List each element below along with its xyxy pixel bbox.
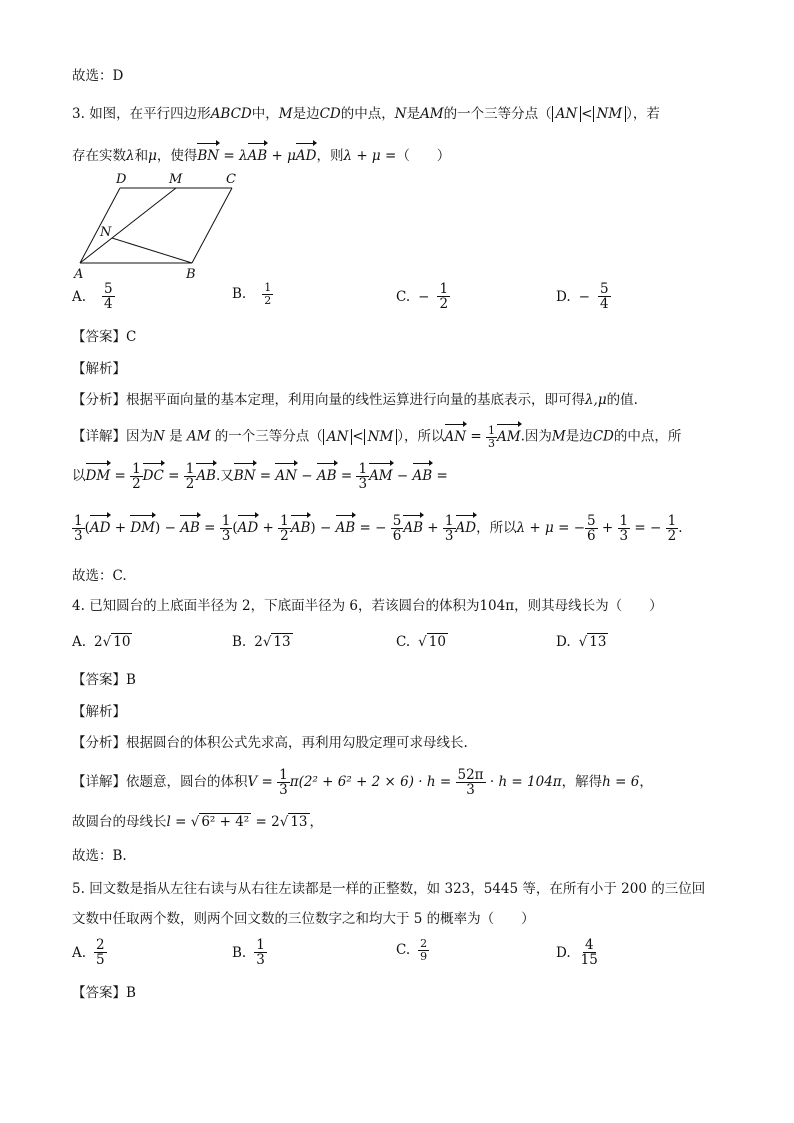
detail-eq: = − [634,520,662,537]
parallelogram-figure [70,168,250,283]
detail-am: AM [186,428,211,445]
option-letter: A. [72,944,87,961]
q3-text: 的一个三等分点（ [443,106,552,122]
q4-volume: 104π [479,598,515,614]
q4-conclusion: 故选：B. [72,848,127,864]
sqrt: √ 13 [578,634,607,650]
option-fraction [102,282,115,311]
detail-frac [618,514,631,543]
answer-tag: 【答案】 [72,985,126,1001]
detail-n: N [153,428,165,445]
label-n: N [100,225,112,240]
detail-m: M [551,428,566,445]
detail-vec-dm: DM [130,520,156,537]
q3-detail-line3: $\frac{1}{3}$ (AD + DM) − AB = $\frac{1}{3}$ (AD + $\frac{1}{2}$ AB) − AB = − $\frac{5}{6}$ AB + $\frac{1}{3}$ AD，所以λ + μ = − $\frac{5}{6}$ + $\frac{1}{3}$ = − $\frac{1}{2}$ . [74,513,683,545]
frac-den: 3 [256,952,265,969]
option-value [418,634,448,650]
option-fraction [579,938,600,967]
frac-num: 4 [584,937,594,953]
frac-num: 2 [420,937,428,950]
detail-cd: CD [592,428,614,445]
option-letter: D. [556,288,571,305]
option-letter: A. [72,634,87,650]
option-value [579,634,609,650]
frac-den: 4 [599,296,609,313]
frac-num: 5 [392,513,402,529]
detail-frac [130,462,143,491]
radicand: 10 [113,634,131,650]
detail-vec-am: AM [369,468,393,485]
detail-vec-ad: AD [455,520,477,537]
answer-value: B [126,985,136,1001]
frac-den: 3 [279,782,288,799]
q3-abs-an: AN [552,106,582,122]
q4-number: 4. [72,598,85,614]
q3-paren: （ ） [396,148,451,164]
q3-lt: < [581,106,593,122]
frac-num: 1 [619,513,629,529]
detail-abs-an: AN [323,429,353,445]
q3-text: ），若 [626,106,660,122]
frac-den: 3 [466,782,475,799]
detail-vec-dm: DM [85,468,111,485]
q3-stem-line2 [72,146,450,166]
frac-den: 6 [587,528,596,545]
detail-text: 以 [72,468,86,485]
answer-value: C [126,329,137,345]
fenxi-text: 根据平面向量的基本定理，利用向量的线性运算进行向量的基底表示，即可得 [126,392,585,408]
frac-num: 1 [439,281,449,297]
frac-num: 1 [488,424,496,437]
detail-vec-ab: AB [403,520,423,537]
q3-detail-line2: 以DM = $\frac{1}{2}$ DC = $\frac{1}{2}$ AB.又BN = AN − AB = $\frac{1}{3}$ AM − AB = [72,461,448,493]
sqrt: √ 6² + 4² [190,814,250,830]
q3-n: N [394,106,407,122]
detail-text: ， [309,814,324,830]
option-value [94,634,132,650]
q5-option-d [556,938,600,967]
edge-bc [192,188,232,263]
q4-fenxi [72,733,468,753]
q3-text: ，使得 [156,148,198,164]
detail-frac [391,514,404,543]
detail-frac [184,462,197,491]
q3-cd: CD [319,106,341,122]
q5-stem-text: 回文数是指从左往右读与从右往左读都是一样的正整数，如 323，5445 等，在所有小于 200 的三位回 [89,881,706,897]
q3-option-d [556,282,611,311]
sqrt: √ 13 [262,634,291,650]
radicand: 13 [273,634,291,650]
option-coef: 2 [254,634,263,650]
detail-frac [277,768,290,797]
frac-num: 1 [280,513,289,529]
option-fraction [254,938,267,967]
detail-text: 依题意，圆台的体积 [126,774,248,791]
detail-frac [72,514,85,543]
frac-den: 3 [444,528,454,545]
q4-option-a [72,634,132,650]
q3-answer [72,327,136,347]
q3-option-b [232,282,273,306]
detail-frac [666,514,679,543]
label-m: M [169,172,183,187]
q5-stem-line1 [72,879,705,899]
frac-num: 1 [221,513,231,529]
radicand: 13 [589,634,607,650]
frac-den: 2 [264,293,272,307]
q4-stem-text: 已知圆台的上底面半径为 2，下底面半径为 6，若该圆台的体积为 [89,598,480,614]
q5-stem-line2: 文数中任取两个数，则两个回文数的三位数字之和均大于 5 的概率为（ ） [72,911,535,927]
radicand: 10 [428,634,446,650]
q3-text: 如图，在平行四边形 [89,106,211,122]
detail-vec-bn: BN [233,468,256,485]
option-letter: B. [232,634,247,650]
frac-den: 3 [74,528,83,545]
option-value [254,634,292,650]
detail-frac [220,514,233,543]
q3-text: 是 [406,106,421,122]
detail-vec-an: AN [444,428,467,445]
option-letter: B. [232,944,247,961]
frac-num: 5 [599,281,609,297]
detail-text: ，解得 [561,774,603,791]
frac-den: 3 [221,528,231,545]
detail-text: ），所以 [397,428,445,445]
sqrt: √ 10 [418,634,446,650]
detail-formula: · h = 104π [489,774,562,791]
detail-frac [585,514,598,543]
q3-text: 的中点， [340,106,395,122]
frac-num: 1 [74,513,83,529]
option-letter: D. [556,634,571,650]
detail-text: ， [639,774,653,791]
q3-vec-bn: BN [197,148,220,164]
frac-num: 2 [96,937,105,953]
option-fraction [418,938,429,962]
option-sign: − [418,288,430,305]
detail-plus: + [601,520,614,537]
q3-text: 中， [251,106,279,122]
detail-formula: π(2² + 6² + 2 × 6) · h = [289,774,452,791]
detail-vec-ab: AB [335,520,356,537]
q3-text: ，则 [316,148,344,164]
frac-den: 3 [619,528,629,545]
q3-text: 和 [134,148,149,164]
detail-abs-nm: NM [364,429,398,445]
q3-detail-line1: 【详解】因为N 是 AM 的一个三等分点（ AN < NM ），所以AN = $\frac{1}{3}$ AM.因为M是边CD的中点，所 [72,424,682,450]
detail-text: 故圆台的母线长 [72,814,167,830]
q3-stem-line1 [72,104,660,124]
fenxi-tag: 【分析】 [72,735,126,751]
frac-num: 1 [667,513,677,529]
q5-number: 5. [72,881,85,897]
q5-option-b [232,938,267,967]
frac-num: 1 [132,461,141,477]
detail-v: V [247,774,258,791]
q4-option-d [556,634,608,650]
fenxi-tail: 的值. [606,392,638,408]
sqrt: √ 10 [102,634,131,650]
option-letter: B. [232,286,247,303]
detail-text: 是 [169,428,183,445]
option-letter: A. [72,288,87,305]
frac-num: 1 [444,513,454,529]
detail-vec-an: AN [275,468,297,485]
frac-num: 5 [587,513,596,529]
q4-answer [72,670,136,690]
label-b: B [186,267,196,282]
answer-value: B [126,672,136,688]
radicand: 13 [290,814,308,830]
q3-number: 3. [72,106,85,122]
detail-vec-ab: AB [180,520,200,537]
q3-vec-ab: AB [247,148,268,164]
detail-frac [486,425,497,449]
option-letter: C. [396,634,411,650]
detail-text: 因为 [126,428,153,445]
q5-option-c [396,938,429,962]
detail-vec-dc: DC [142,468,164,485]
q3-plus: + μ [271,148,296,164]
label-d: D [116,172,127,187]
q3-lambda: λ [126,148,135,164]
detail-text: ，所以 [476,520,517,537]
q3-fenxi [72,390,638,410]
option-fraction [262,282,273,306]
q4-detail-line1: 【详解】依题意，圆台的体积V = $\frac{1}{3}$ π(2² + 6² + 2 × 6) · h = $\frac{52\pi}{3}$ · h = 104π，解得h = 6， [72,767,653,799]
q3-eq: = λ [223,148,248,164]
q3-abcd: ABCD [210,106,252,122]
frac-den: 2 [280,528,289,545]
frac-den: 5 [96,952,105,969]
detail-text: .因为 [520,428,552,445]
q2-conclusion: 故选：D [72,68,124,84]
label-a: A [74,267,84,282]
q3-abs-nm: NM [593,106,627,122]
detail-vec-ad: AD [237,520,259,537]
segment-am [80,188,176,263]
q4-option-c [396,634,448,650]
detail-vec-ab: AB [196,468,216,485]
option-fraction [437,282,450,311]
q3-mu: μ [148,148,157,164]
frac-num: 5 [104,281,113,297]
detail-h: h = 6 [602,774,640,791]
detail-text: 的中点，所 [613,428,682,445]
option-letter: C. [396,942,411,959]
option-letter: C. [396,288,411,305]
q4-stem-tail: ，则其母线长为（ ） [514,598,663,614]
detail-frac [456,768,486,797]
q3-analysis-tag: 【解析】 [72,361,126,377]
q3-text: 存在实数 [72,148,126,164]
option-coef: 2 [94,634,103,650]
detail-formula: l = [166,814,187,830]
label-c: C [226,172,236,187]
detail-frac [356,462,369,491]
q3-text: 是边 [292,106,320,122]
option-sign: − [578,288,590,305]
frac-den: 2 [132,476,141,493]
detail-lt: < [352,428,364,445]
frac-num: 1 [185,461,195,477]
detail-sum: λ + μ = − [516,520,586,537]
answer-tag: 【答案】 [72,672,126,688]
fenxi-tag: 【分析】 [72,392,126,408]
frac-den: 2 [185,476,195,493]
q5-answer [72,983,136,1003]
frac-den: 9 [420,949,428,963]
q4-option-b [232,634,293,650]
detail-vec-ab: AB [290,520,311,537]
detail-tag: 【详解】 [72,428,126,445]
q5-option-a [72,938,107,967]
detail-frac [278,514,291,543]
q3-vec-ad: AD [295,148,317,164]
q3-option-c [396,282,450,311]
detail-text: 是边 [565,428,593,445]
option-letter: D. [556,944,571,961]
detail-vec-ad: AD [89,520,111,537]
q3-am: AM [420,106,444,122]
frac-den: 2 [439,296,449,313]
q4-detail-line2 [72,812,323,832]
frac-num: 1 [279,767,288,783]
frac-num: 1 [264,281,272,294]
frac-den: 15 [580,952,598,969]
sqrt: √ 13 [279,814,308,830]
q3-m: M [278,106,293,122]
answer-tag: 【答案】 [72,329,126,345]
q3-conclusion: 故选：C. [72,568,127,584]
frac-num: 52π [457,767,484,783]
fenxi-text: 根据圆台的体积公式先求高，再利用勾股定理可求母线长. [126,735,468,751]
q3-option-a [72,282,115,311]
q4-analysis-tag: 【解析】 [72,704,126,720]
detail-vec-ab: AB [316,468,337,485]
q3-sum: λ + μ = [343,148,397,164]
radicand: 6² + 4² [201,814,250,830]
detail-frac [443,514,456,543]
frac-den: 2 [667,528,677,545]
frac-num: 1 [358,461,368,477]
frac-num: 1 [256,937,265,953]
frac-den: 4 [104,296,113,313]
detail-tag: 【详解】 [72,774,126,791]
fenxi-vars: λ,μ [585,392,607,408]
detail-text: .又 [215,468,234,485]
q4-stem [72,596,663,616]
detail-vec-am: AM [497,428,521,445]
frac-den: 3 [488,436,496,450]
detail-eq: = 2 [255,814,280,830]
option-fraction [94,938,107,967]
frac-den: 3 [358,476,368,493]
detail-text: 的一个三等分点（ [214,428,323,445]
frac-den: 6 [392,528,402,545]
detail-vec-ab: AB [412,468,433,485]
option-fraction [598,282,611,311]
segment-nb [112,238,192,263]
